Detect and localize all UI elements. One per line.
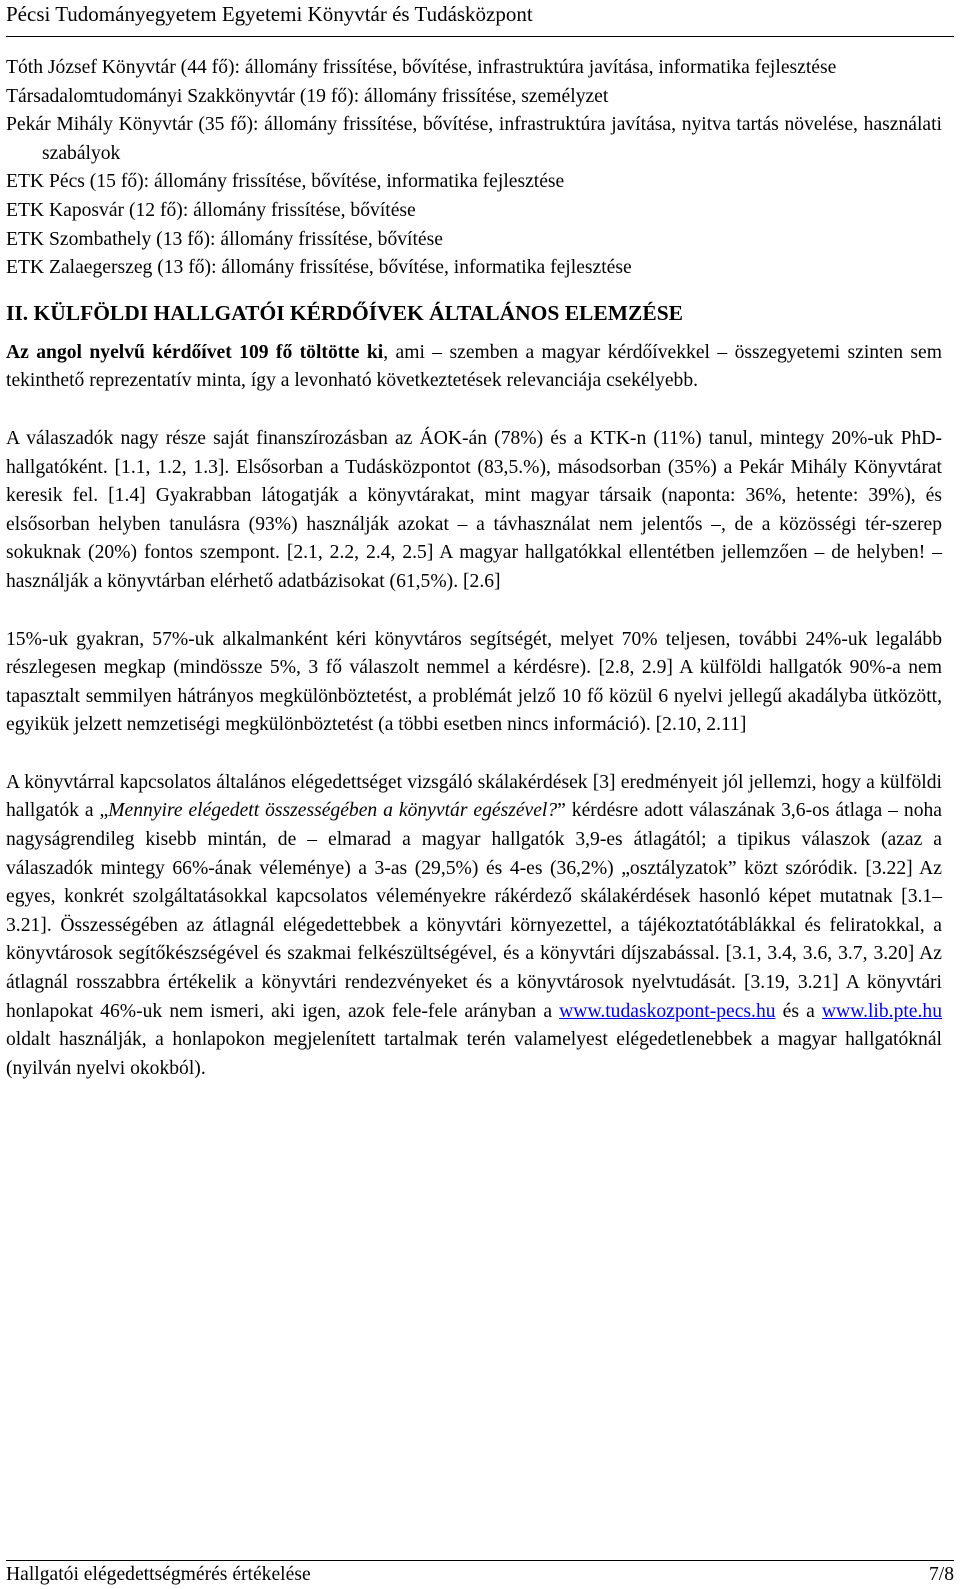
library-item: Tóth József Könyvtár (44 fő): állomány frissítése, bővítése, infrastruktúra javítása, informatika fejlesztése [6, 57, 837, 78]
paragraph-text: A könyvtárral kapcsolatos általános elégedettséget vizsgáló skálakérdések [3] eredményeit jól jellemzi, hogy a külföldi hallgatók a „ [6, 771, 942, 822]
page-footer [6, 1560, 954, 1589]
library-item: ETK Pécs (15 fő): állomány frissítése, bővítése, informatika fejlesztése [6, 171, 565, 193]
paragraph-satisfaction [6, 769, 942, 1084]
paragraph-sample-size [6, 339, 942, 396]
header-title: Pécsi Tudományegyetem Egyetemi Könyvtár és Tudásközpont [6, 2, 533, 26]
page-number: 7/8 [928, 1564, 954, 1585]
document-body [6, 54, 942, 1112]
library-item: ETK Kaposvár (12 fő): állomány frissítése, bővítése [6, 199, 416, 221]
section-heading: II. KÜLFÖLDI HALLGATÓI KÉRDŐÍVEK ÁLTALÁNOS ELEMZÉSE [6, 300, 684, 325]
paragraph-text: oldalt használják, a honlapokon megjelenített tartalmak terén valamelyest elégedetlenebbek a magyar hallgatóknál (nyilván nyelvi okokból). [6, 1029, 942, 1079]
question-quote: Mennyire elégedett összességében a könyvtár egészével? [108, 800, 558, 822]
paragraph-librarian-help: 15%-uk gyakran, 57%-uk alkalmanként kéri könyvtáros segítségét, melyet 70% teljesen, további 24%-uk legalább részlegesen megkap (mindössze 5%, 3 fő válaszolt nemmel a kérdésre). [2.8, 2.9] A külföldi hallgatók 90%-a nem tapasztalt semmilyen hátrányos megkülönböztetést, a problémát jelző 10 fő közül 6 nyelvi jellegű akadályba ütközött, egyikük jelzett nemzetiségi megkülönböztetést (a többi esetben nincs információ). [2.10, 2.11] [6, 628, 942, 736]
page-header [6, 0, 954, 37]
paragraph-text: , ami – szemben a magyar kérdőívekkel – összegyetemi szinten sem tekinthető reprezentatív minta, így a levonható következtetések relevanciája csekélyebb. [6, 341, 942, 392]
library-item: Pekár Mihály Könyvtár (35 fő): állomány frissítése, bővítése, infrastruktúra javítása, nyitva tartás növelése, használati szabályok [6, 114, 942, 164]
paragraph-respondents: A válaszadók nagy része saját finanszírozásban az ÁOK-án (78%) és a KTK-n (11%) tanul, mintegy 20%-uk PhD-hallgatóként. [1.1, 1.2, 1.3]. Elsősorban a Tudásközpontot (83,5.%), másodsorban (35%) a Pekár Mihály Könyvtárat keresik fel. [1.4] Gyakrabban látogatják a könyvtárakat, mint magyar társaik (naponta: 36%, hetente: 39%), és elsősorban helyben tanulásra (93%) használják azokat – a távhasználat nem jelentős –, de a közösségi tér-szerep sokuknak (20%) fontos szempont. [2.1, 2.2, 2.4, 2.5] A magyar hallgatókkal ellentétben jellemzően – de helyben! – használják a könyvtárban elérhető adatbázisokat (61,5%). [2.6] [6, 427, 942, 592]
library-item: ETK Zalaegerszeg (13 fő): állomány frissítése, bővítése, informatika fejlesztése [6, 257, 632, 279]
footer-title: Hallgatói elégedettségmérés értékelése [6, 1564, 311, 1585]
link-lib-pte[interactable]: www.lib.pte.hu [821, 1000, 942, 1022]
paragraph-text: ” kérdésre adott válaszának 3,6-os átlaga – noha nagyságrendileg kisebb mintán, de – elmarad a magyar hallgatók 3,9-es átlagától; a tipikus válaszok (azaz a válaszadók mintegy 66%-ának véleménye) a 3-as (29,5%) és 4-es (36,2%) „osztályzatok” közt szóródik. [3.22] Az egyes, konkrét szolgáltatásokkal kapcsolatos véleményekre rákérdező skálakérdések hasonló képet mutatnak [3.1–3.21]. Összességében az átlagnál elégedettebbek a könyvtári környezettel, a tájékoztatótáblákkal és feliratokkal, a könyvtárosok segítőkészségével és szakmai felkészültségével, és a könyvtári díjszabással. [3.1, 3.4, 3.6, 3.7, 3.20] Az átlagnál rosszabbra értékelik a könyvtári rendezvényeket és a könyvtárosok nyelvtudását. [3.19, 3.21] A könyvtári honlapokat 46%-uk nem ismeri, aki igen, azok fele-fele arányban a [6, 800, 942, 1022]
library-item: ETK Szombathely (13 fő): állomány frissítése, bővítése [6, 228, 443, 250]
paragraph-text: és a [775, 1000, 822, 1022]
paragraph-bold-lead: Az angol nyelvű kérdőívet 109 fő töltötte ki [6, 341, 384, 363]
link-tudaskozpont[interactable]: www.tudaskozpont-pecs.hu [559, 1000, 776, 1022]
library-item: Társadalomtudományi Szakkönyvtár (19 fő): állomány frissítése, személyzet [6, 85, 609, 107]
